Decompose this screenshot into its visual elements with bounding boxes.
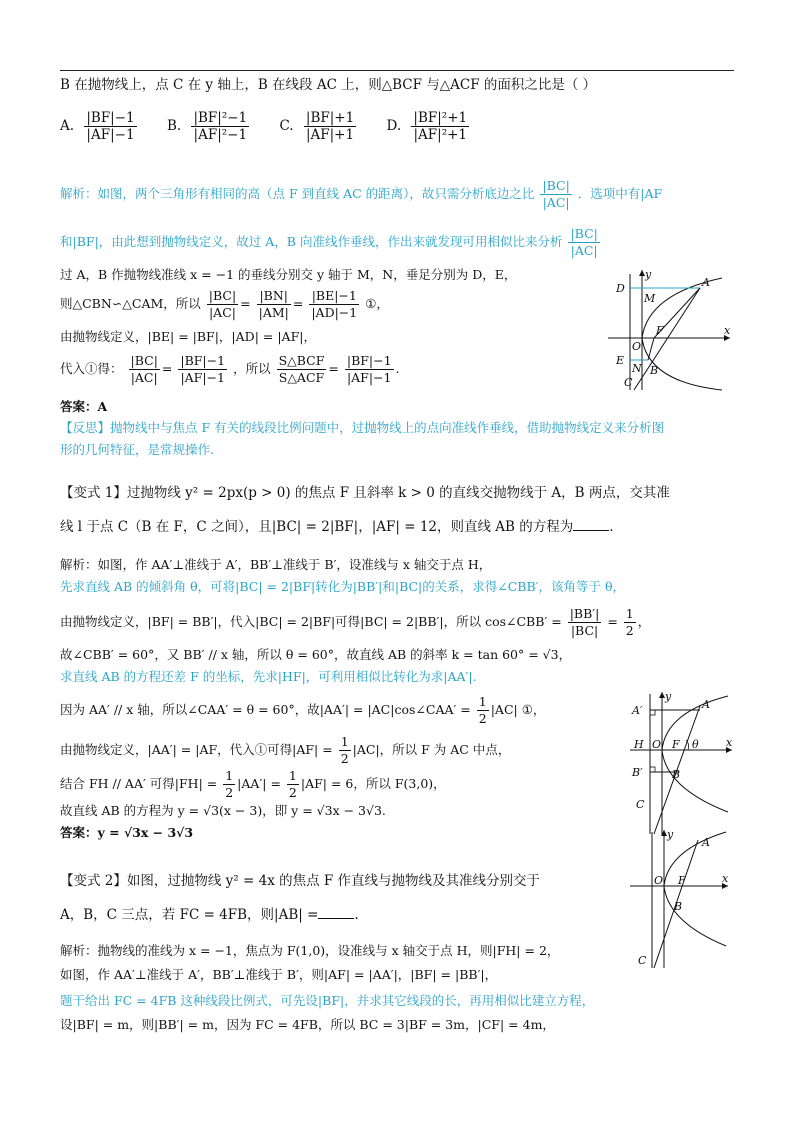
fig2-label-c: C (636, 798, 645, 811)
variant-1-title-line-1: 【变式 1】过抛物线 y² = 2px(p > 0) 的焦点 F 且斜率 k > 0 的直线交抛物线于 A，B 两点，交其准 (60, 485, 670, 501)
variant-1-analysis-4: 故∠CBB′ = 60°，又 BB′ // x 轴，所以 θ = 60°，故直线 AB 的斜率 k = tan 60° = √3， (60, 647, 572, 662)
header-rule (60, 70, 734, 71)
analysis-1-line-5: 由抛物线定义，|BE| = |BF|，|AD| = |AF|， (60, 329, 316, 344)
analysis-1-line-2: 和|BF|，由此想到抛物线定义，故过 A，B 向准线作垂线，作出来就发现可用相似比来分析 $\frac{|BC|}{|AC|}$ (60, 226, 598, 258)
fig2-label-x: x (726, 736, 733, 749)
fig1-label-e: E (616, 354, 625, 367)
variant-1-analysis-6: 因为 AA′ // x 轴，所以∠CAA′ = θ = 60°，故|AA′| = |AC|cos∠CAA′ = $\frac{1}{2}$ |AC| ①， (60, 694, 546, 726)
fig1-label-d: D (616, 282, 625, 295)
answer-variant-1: 答案：y = √3x − 3√3 (60, 825, 194, 840)
analysis-1-line-4: 则△CBN∽△CAM，所以 $\frac{|BC|}{|AC|}$ = $\frac{|BN|}{|AM|}$ = $\frac{|BE|-1}{|AD|-1}$ ①， (60, 288, 389, 320)
variant-1-analysis-8: 结合 FH // AA′ 可得|FH| = $\frac{1}{2}$ |AA′| = $\frac{1}{2}$ |AF| = 6，所以 F(3,0)， (60, 768, 446, 800)
analysis-1-line-1: 解析：如图，两个三角形有相同的高（点 F 到直线 AC 的距离），故只需分析底边之比 $\frac{|BC|}{|AC|}$ ．选项中有|AF (60, 178, 663, 210)
variant-1-analysis-7: 由抛物线定义，|AA′| = |AF，代入①可得|AF| = $\frac{1}{2}$ |AC|，所以 F 为 AC 中点， (60, 734, 511, 766)
option-d[interactable]: D. $\frac{\text{|BF|²+1}}{\text{|AF|²+1}}$ (386, 110, 468, 143)
variant-2-analysis-4: 设|BF| = m，则|BB′| = m，因为 FC = 4FB，所以 BC = 3|BF = 3m，|CF| = 4m， (60, 1017, 555, 1032)
fig1-label-b: B (650, 364, 659, 377)
fig3-label-y: y (667, 828, 674, 841)
answer-1: 答案：A (60, 399, 108, 414)
fig1-label-c: C (624, 376, 633, 389)
variant-2-title-line-1: 【变式 2】如图，过抛物线 y² = 4x 的焦点 F 作直线与抛物线及其准线分别交于 (60, 873, 541, 889)
fig2-label-o: O (652, 738, 662, 751)
fig1-label-m: M (644, 292, 656, 305)
answer-blank-2[interactable] (318, 906, 354, 919)
answer-blank[interactable] (573, 518, 609, 531)
fig1-label-o: O (632, 340, 642, 353)
option-b[interactable]: B. $\frac{\text{|BF|²−1}}{\text{|AF|²−1}}$ (166, 110, 248, 143)
reflection-line-1: 【反思】抛物线中与焦点 F 有关的线段比例问题中，过抛物线上的点向准线作垂线，借助抛物线定义来分析图 (60, 420, 665, 435)
fig2-label-a-prime: A′ (632, 704, 643, 717)
variant-1-title-line-2: 线 l 于点 C（B 在 F，C 之间），且|BC| = 2|BF|，|AF| = 12，则直线 AB 的方程为 . (60, 519, 614, 535)
fig2-label-f: F (672, 738, 680, 751)
variant-1-analysis-5: 求直线 AB 的方程还差 F 的坐标，先求|HF|，可利用相似比转化为求|AA′|. (60, 669, 477, 684)
variant-2-analysis-2: 如图，作 AA′⊥准线于 A′，BB′⊥准线于 B′，则|AF| = |AA′|，|BF| = |BB′|， (60, 967, 498, 982)
fig3-label-a: A (702, 836, 710, 849)
variant-2-analysis-3: 题干给出 FC = 4FB 这种线段比例式，可先设|BF|，并求其它线段的长，再用相似比建立方程， (60, 993, 595, 1008)
fig1-label-y: y (645, 268, 652, 281)
fig1-label-a: A (702, 276, 710, 289)
fig3-label-c: C (638, 954, 647, 967)
fig2-label-a: A (702, 698, 710, 711)
fig1-label-f: F (656, 324, 664, 337)
fig2-label-b: B (672, 768, 681, 781)
answer-options (60, 110, 495, 143)
problem-stem: B 在抛物线上，点 C 在 y 轴上，B 在线段 AC 上，则△BCF 与△ACF 的面积之比是（ ） (60, 77, 597, 93)
fig3-label-b: B (674, 900, 683, 913)
fig3-label-f: F (678, 874, 686, 887)
figure-1-parabola (604, 266, 734, 394)
reflection-line-2: 形的几何特征，是常规操作. (60, 442, 214, 457)
fig3-label-o: O (654, 874, 664, 887)
option-c[interactable]: C. $\frac{|BF|+1}{|AF|+1}$ (279, 110, 355, 143)
analysis-1-line-6: 代入①得： $\frac{|BC|}{|AC|}$ = $\frac{|BF|-1}{|AF|-1}$ ，所以 $\frac{\text{S△BCF}}{\text{S△ACF}}$ = $\frac{|BF|-1}{|AF|-1}$ . (60, 353, 400, 385)
variant-1-analysis-3: 由抛物线定义，|BF| = BB′|，代入|BC| = 2|BF|可得|BC| = 2|BB′|，所以 cos∠CBB′ = $\frac{|BB'|}{|BC|}$ = $\frac{1}{2}$ ， (60, 606, 651, 638)
variant-1-analysis-2: 先求直线 AB 的倾斜角 θ，可将|BC| = 2|BF|转化为|BB′|和|BC|的关系，求得∠CBB′，该角等于 θ， (60, 579, 626, 594)
figure-3-parabola (626, 826, 732, 972)
option-a[interactable]: A. $\frac{|BF|-1}{|AF|-1}$ (60, 110, 135, 143)
fig2-label-y: y (665, 690, 672, 703)
variant-1-analysis-1: 解析：如图，作 AA′⊥准线于 A′，BB′⊥准线于 B′，设准线与 x 轴交于点 H， (60, 557, 492, 572)
fig2-label-h: H (634, 738, 644, 751)
fig3-label-x: x (722, 872, 729, 885)
fig1-label-x: x (724, 324, 731, 337)
variant-2-analysis-1: 解析：抛物线的准线为 x = −1，焦点为 F(1,0)，设准线与 x 轴交于点 H，则|FH| = 2， (60, 943, 560, 958)
variant-2-title-line-2: A，B，C 三点，若 FC = 4FB，则|AB| = . (60, 907, 359, 923)
figure-2-parabola (626, 688, 736, 838)
fig2-label-b-prime: B′ (632, 766, 643, 779)
analysis-1-line-3: 过 A，B 作抛物线准线 x = −1 的垂线分别交 y 轴于 M，N，垂足分别为 D，E， (60, 267, 517, 282)
fig2-label-theta: θ (692, 738, 699, 751)
fig1-label-n: N (632, 362, 642, 375)
variant-1-analysis-9: 故直线 AB 的方程为 y = √3(x − 3)，即 y = √3x − 3√3. (60, 803, 386, 818)
